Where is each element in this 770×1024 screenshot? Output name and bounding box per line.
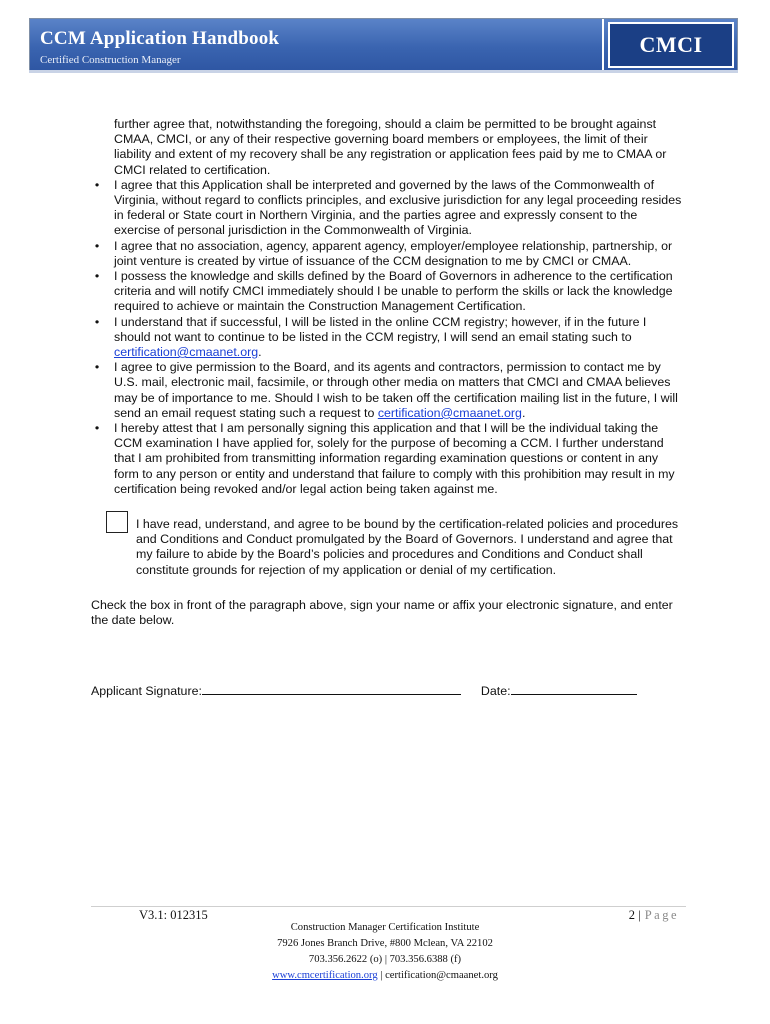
bullet-icon: • xyxy=(94,360,100,375)
date-field[interactable] xyxy=(511,681,637,695)
header-divider xyxy=(29,70,738,73)
signature-field[interactable] xyxy=(202,681,461,695)
page-header xyxy=(29,18,738,72)
footer-separator: | xyxy=(377,970,386,981)
bullet-icon: • xyxy=(94,314,100,329)
footer-divider xyxy=(91,906,686,907)
list-item xyxy=(91,239,686,269)
website-link[interactable]: www.cmcertification.org xyxy=(272,970,378,981)
email-link[interactable]: certification@cmaanet.org xyxy=(114,345,259,360)
header-subtitle: Certified Construction Manager xyxy=(40,54,181,66)
list-item-text: I understand that if successful, I will be listed in the online CCM registry; however, if in the future I should not want to continue to be listed in the CCM registry, I will send an email stating such to xyxy=(114,314,647,344)
footer-contact xyxy=(0,968,770,984)
header-title-panel xyxy=(30,19,604,71)
list-item xyxy=(91,315,686,361)
footer-phone: 703.356.2622 (o) | 703.356.6388 (f) xyxy=(308,954,462,965)
page-number-value: 2 xyxy=(628,908,636,922)
list-item xyxy=(91,178,686,239)
list-item-text: I possess the knowledge and skills defined by the Board of Governors in adherence to the certification criteria and will notify CMCI immediately should I be unable to perform the skills or lack the knowledge required to achieve or maintain the Construction Management Certification. xyxy=(114,269,673,314)
continued-paragraph: further agree that, notwithstanding the foregoing, should a claim be permitted to be brought against CMAA, CMCI, or any of their respective governing board members or employees, the limit of their liability and extent of my recovery shall be any registration or application fees paid by me to CMAA or CMCI related to certification. xyxy=(114,117,667,177)
document-body xyxy=(91,117,686,700)
footer-address xyxy=(0,920,770,984)
list-item-text: I agree that no association, agency, apparent agency, employer/employee relationship, partnership, or joint venture is created by virtue of issuance of the CCM designation to me by CMCI or CMAA. xyxy=(114,238,673,268)
list-item-text: I agree that this Application shall be interpreted and governed by the laws of the Commonwealth of Virginia, without regard to conflicts principles, and exclusive jurisdiction for any legal proceeding resides in federal or State court in Northern Virginia, and the parties agree and expressly consent to the exercise of personal jurisdiction in the Commonwealth of Virginia. xyxy=(114,177,682,238)
bullet-icon: • xyxy=(94,238,100,253)
cmci-logo: CMCI xyxy=(608,22,734,68)
list-item xyxy=(91,421,686,497)
list-item xyxy=(91,360,686,421)
agreement-row xyxy=(91,517,686,578)
footer-street: 7926 Jones Branch Drive, #800 Mclean, VA 22102 xyxy=(277,938,493,949)
page-word: Page xyxy=(644,908,679,922)
instruction-text: Check the box in front of the paragraph above, sign your name or affix your electronic signature, and enter the date below. xyxy=(91,597,673,628)
bullet-icon: • xyxy=(94,421,100,436)
footer-email: certification@cmaanet.org xyxy=(385,970,498,981)
list-item-end: . xyxy=(258,345,262,360)
version-label: V3.1: 012315 xyxy=(139,908,208,922)
header-title: CCM Application Handbook xyxy=(40,28,280,49)
signature-row xyxy=(91,681,686,699)
bullet-icon: • xyxy=(94,177,100,192)
list-item xyxy=(91,269,686,315)
agreement-checkbox[interactable] xyxy=(106,511,128,533)
list-item-text: I agree to give permission to the Board, and its agents and contractors, permission to contact me by U.S. mail, electronic mail, facsimile, or through other media on matters that CMCI and CMAA believes may be of importance to me. Should I wish to be taken off the certification mailing list in the future, I will send an email request stating such a request to xyxy=(114,360,678,420)
date-label: Date: xyxy=(480,684,511,699)
signature-label: Applicant Signature: xyxy=(91,684,202,699)
list-item-end: . xyxy=(521,405,526,420)
email-link[interactable]: certification@cmaanet.org xyxy=(377,405,522,420)
page-separator: | xyxy=(638,908,641,922)
terms-list xyxy=(91,178,686,497)
list-item-text: I hereby attest that I am personally signing this application and that I will be the individual taking the CCM examination I have applied for, solely for the purpose of becoming a CCM. I further understand that I am prohibited from transmitting information regarding examination questions or content in any form to any person or entity and understand that failure to comply with this prohibition may result in my certification being revoked and/or legal action being taken against me. xyxy=(114,421,675,496)
footer-org: Construction Manager Certification Institute xyxy=(290,922,480,933)
bullet-icon: • xyxy=(94,269,100,284)
agreement-text: I have read, understand, and agree to be bound by the certification-related policies and procedures and Conditions and Conduct promulgated by the Board of Governors. I understand and agree that my failure to abide by the Board’s policies and procedures and Conditions and Conduct shall constitute grounds for rejection of my application or denial of my certification. xyxy=(136,517,679,577)
